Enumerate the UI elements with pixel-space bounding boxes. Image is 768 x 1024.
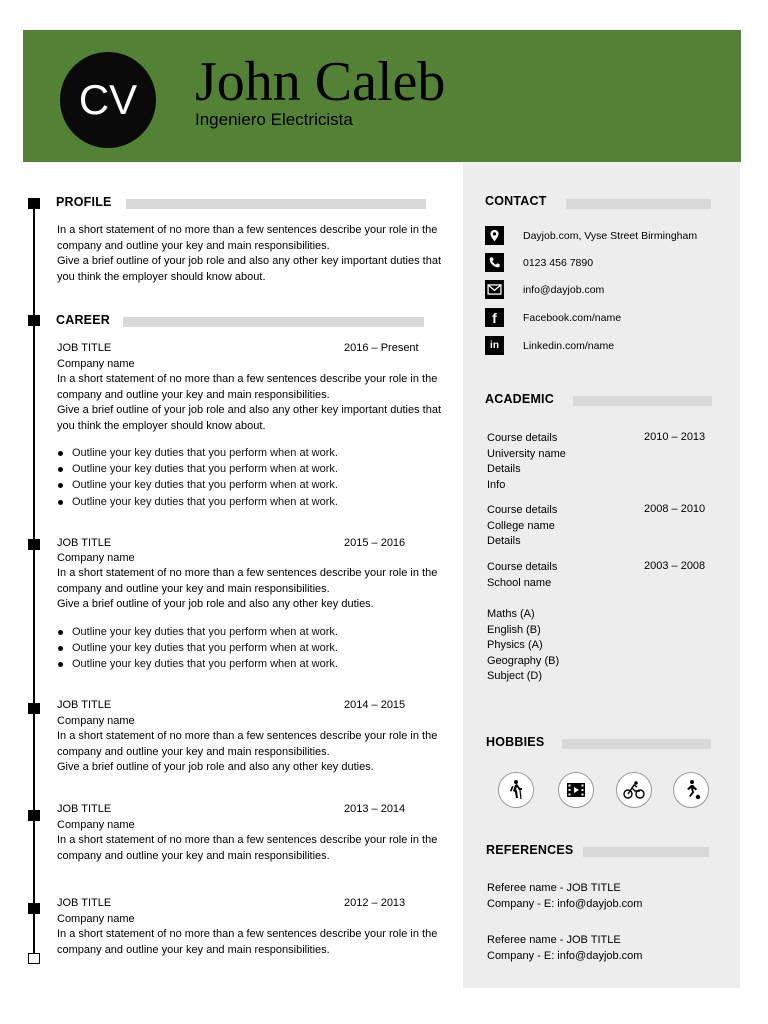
list-item: Outline your key duties that you perform when at work. [57, 477, 437, 493]
job-description: In a short statement of no more than a few sentences describe your role in the company and outline your key and main responsibilities. Give a brief outline of your job role and also any other key duties. [57, 730, 438, 774]
candidate-title: Ingeniero Electricista [195, 110, 353, 129]
job-description: In a short statement of no more than a few sentences describe your role in the company and outline your key and main responsibilities. [57, 834, 438, 862]
football-icon [673, 772, 709, 808]
timeline-marker-job-4 [28, 810, 40, 821]
job-dates: 2012 – 2013 [344, 897, 406, 909]
references-heading-bar [583, 847, 709, 857]
job-dates: 2016 – Present [344, 342, 419, 354]
contact-address-text: Dayjob.com, Vyse Street Birmingham [523, 229, 698, 242]
contact-address [485, 226, 697, 245]
reference-contact: Company - E: info@dayjob.com [487, 950, 643, 962]
list-item: Outline your key duties that you perform when at work. [57, 624, 437, 640]
profile-heading-bar [126, 199, 426, 209]
job-dates: 2015 – 2016 [344, 537, 406, 549]
contact-phone-text: 0123 456 7890 [523, 256, 594, 269]
timeline-marker-profile [28, 198, 40, 209]
job-company: Company name [57, 715, 135, 727]
film-icon [558, 772, 594, 808]
cycling-icon [616, 772, 652, 808]
academic-dates: 2003 – 2008 [644, 560, 706, 572]
reference-contact: Company - E: info@dayjob.com [487, 898, 643, 910]
timeline-end-marker [28, 953, 40, 964]
job-description: In a short statement of no more than a few sentences describe your role in the company and outline your key and main responsibilities. Give a brief outline of your job role and also any other key duties. [57, 567, 438, 611]
header-banner [23, 30, 741, 162]
academic-entry-college: Course details College name Details [487, 504, 558, 548]
academic-dates: 2008 – 2010 [644, 503, 706, 515]
contact-heading-bar [566, 199, 711, 209]
job-company: Company name [57, 552, 135, 564]
candidate-name: John Caleb [195, 51, 446, 113]
timeline-marker-job-5 [28, 903, 40, 914]
list-item: Outline your key duties that you perform when at work. [57, 656, 437, 672]
timeline-marker-job-2 [28, 539, 40, 550]
hobbies-heading-bar [562, 739, 711, 749]
job-title: JOB TITLE [57, 342, 112, 354]
contact-email-text: info@dayjob.com [523, 283, 605, 296]
contact-email[interactable] [485, 280, 604, 299]
contact-heading: CONTACT [485, 194, 547, 208]
profile-heading: PROFILE [56, 195, 112, 209]
timeline-marker-career [28, 315, 40, 326]
career-heading-bar [123, 317, 424, 327]
job-dates: 2013 – 2014 [344, 803, 406, 815]
academic-dates: 2010 – 2013 [644, 431, 706, 443]
list-item: Outline your key duties that you perform when at work. [57, 461, 437, 477]
contact-phone [485, 253, 593, 272]
career-heading: CAREER [56, 313, 110, 327]
job-company: Company name [57, 358, 135, 370]
hiking-icon [498, 772, 534, 808]
profile-text: In a short statement of no more than a few sentences describe your role in the company and outline your key and main responsibilities. Give a brief outline of your job role and also any other key important duties that you think the employer should know about. [57, 224, 441, 283]
job-company: Company name [57, 913, 135, 925]
job-description: In a short statement of no more than a few sentences describe your role in the company and outline your key and main responsibilities. Give a brief outline of your job role and also any other key important duties that you think the employer should know about. [57, 373, 441, 432]
job-title: JOB TITLE [57, 803, 112, 815]
job-duties-list [57, 624, 437, 673]
academic-heading: ACADEMIC [485, 392, 554, 406]
list-item: Outline your key duties that you perform when at work. [57, 445, 437, 461]
facebook-icon: f [485, 308, 504, 327]
job-title: JOB TITLE [57, 537, 112, 549]
hobbies-heading: HOBBIES [486, 735, 545, 749]
timeline-marker-job-3 [28, 703, 40, 714]
cv-monogram: CV [60, 52, 156, 148]
job-title: JOB TITLE [57, 699, 112, 711]
job-company: Company name [57, 819, 135, 831]
contact-linkedin[interactable] [485, 336, 614, 355]
phone-icon [485, 253, 504, 272]
references-heading: REFERENCES [486, 843, 574, 857]
job-description: In a short statement of no more than a few sentences describe your role in the company and outline your key and main responsibilities. [57, 928, 438, 956]
list-item: Outline your key duties that you perform when at work. [57, 494, 437, 510]
linkedin-icon: in [485, 336, 504, 355]
job-title: JOB TITLE [57, 897, 112, 909]
location-pin-icon [485, 226, 504, 245]
list-item: Outline your key duties that you perform when at work. [57, 640, 437, 656]
job-dates: 2014 – 2015 [344, 699, 406, 711]
academic-heading-bar [573, 396, 712, 406]
contact-linkedin-text: Linkedin.com/name [523, 339, 615, 352]
academic-entry-university: Course details University name Details Info [487, 432, 566, 491]
reference-name: Referee name - JOB TITLE [487, 934, 621, 946]
envelope-icon [485, 280, 504, 299]
reference-name: Referee name - JOB TITLE [487, 882, 621, 894]
job-duties-list [57, 445, 437, 510]
contact-facebook-text: Facebook.com/name [523, 311, 622, 324]
academic-grades: Maths (A) English (B) Physics (A) Geography (B) Subject (D) [487, 608, 560, 683]
contact-facebook[interactable] [485, 308, 621, 327]
academic-entry-school: Course details School name [487, 561, 558, 589]
